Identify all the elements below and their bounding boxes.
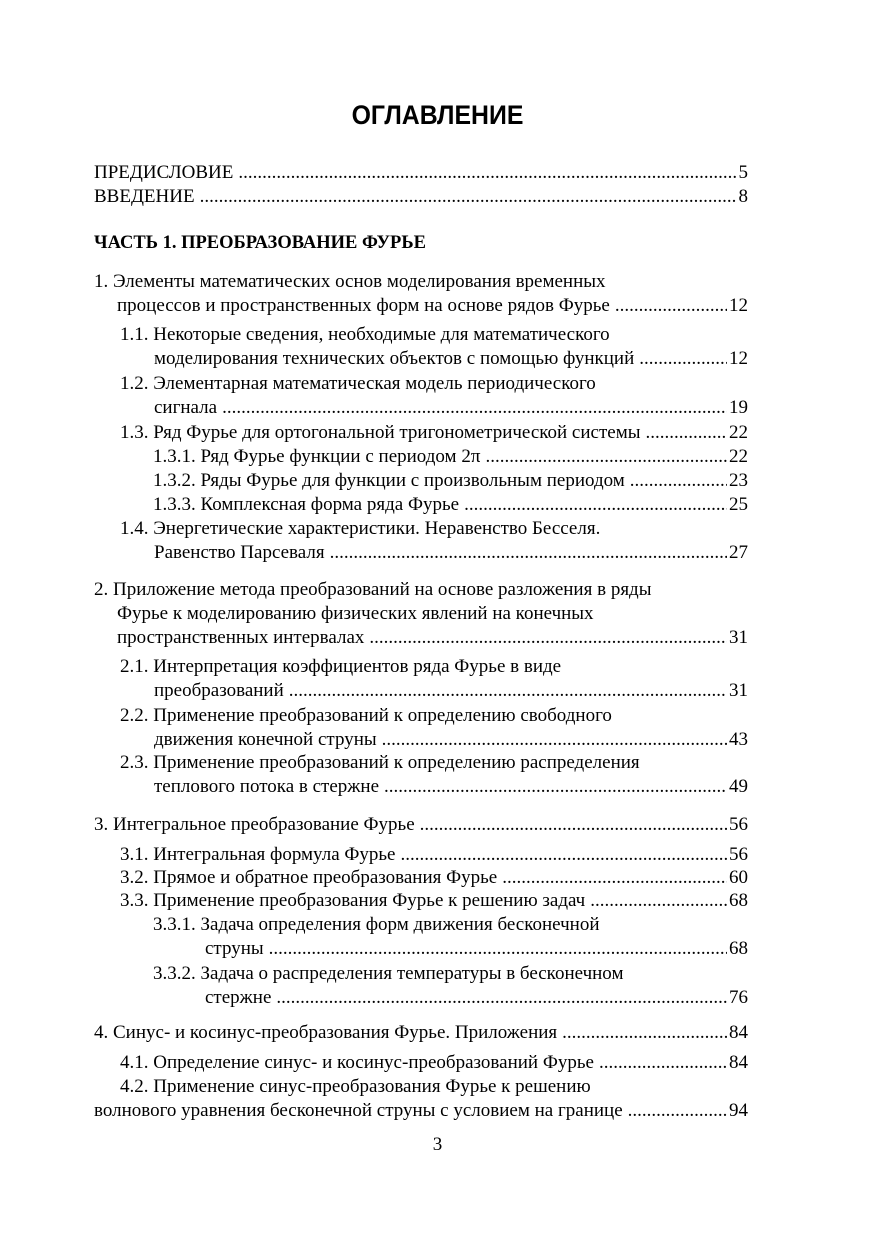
toc-entry-1-1[interactable] [94, 323, 748, 371]
toc-entry-3-2[interactable] [94, 866, 748, 890]
toc-entry-label: 1. Элементы математических основ моделирования временных [94, 271, 606, 292]
toc-page-number: 84 [729, 1052, 748, 1073]
toc-page-number: 94 [729, 1100, 748, 1121]
toc-entry-label: 3.1. Интегральная формула Фурье [120, 844, 396, 865]
toc-entry-2[interactable] [94, 578, 748, 650]
toc-entry-label: 1.4. Энергетические характеристики. Неравенство Бесселя. [120, 518, 601, 539]
toc-entry-label: сигнала [154, 397, 218, 418]
toc-entry-label: 2.3. Применение преобразований к определению распределения [120, 752, 640, 773]
toc-entry-preface[interactable] [94, 161, 748, 185]
leader-dots [464, 493, 727, 517]
toc-entry-label: 2. Приложение метода преобразований на основе разложения в ряды [94, 579, 652, 600]
leader-dots [646, 421, 728, 445]
leader-dots [630, 469, 727, 493]
toc-page-number: 27 [729, 542, 748, 563]
toc-page-number: 49 [729, 776, 748, 797]
toc-entry-1-2[interactable] [94, 372, 748, 420]
toc-entry-4-2[interactable] [94, 1075, 748, 1123]
leader-dots [238, 161, 736, 185]
toc-page-number: 68 [729, 890, 748, 911]
page-title: ОГЛАВЛЕНИЕ [351, 100, 524, 130]
toc-entry-label: Равенство Парсеваля [154, 542, 325, 563]
toc-entry-label: процессов и пространственных форм на основе рядов Фурье [117, 295, 610, 316]
leader-dots [369, 626, 727, 650]
toc-entry-1-3[interactable] [94, 421, 748, 445]
toc-page-number: 84 [729, 1022, 748, 1043]
toc-entry-label: 1.3.3. Комплексная форма ряда Фурье [153, 494, 460, 515]
toc-entry-1-3-1[interactable] [94, 445, 748, 469]
toc-page-number: 60 [729, 867, 748, 888]
toc-entry-label: 4. Синус- и косинус-преобразования Фурье. Приложения [94, 1022, 558, 1043]
toc-entry-label: 4.1. Определение синус- и косинус-преобразований Фурье [120, 1052, 594, 1073]
toc-entry-label: волнового уравнения бесконечной струны с условием на границе [94, 1100, 623, 1121]
toc-entry-3[interactable] [94, 813, 748, 837]
toc-entry-label: стержне [205, 987, 272, 1008]
toc-entry-3-1[interactable] [94, 843, 748, 867]
toc-entry-1-3-2[interactable] [94, 469, 748, 493]
toc-entry-label: пространственных интервалах [117, 627, 365, 648]
toc-page-number: 56 [729, 814, 748, 835]
toc-entry-label: движения конечной струны [154, 729, 377, 750]
toc-entry-label: 3.3.2. Задача о распределения температуры в бесконечном [153, 963, 624, 984]
toc-entry-1-4[interactable] [94, 517, 748, 565]
leader-dots [200, 185, 737, 209]
toc-entry-3-3[interactable] [94, 889, 748, 913]
leader-dots [628, 1099, 727, 1123]
toc-page-number: 22 [729, 422, 748, 443]
leader-dots [269, 937, 727, 961]
toc-entry-introduction[interactable] [94, 185, 748, 209]
toc-entry-2-1[interactable] [94, 655, 748, 703]
toc-page-number: 31 [729, 680, 748, 701]
toc-entry-2-2[interactable] [94, 704, 748, 752]
toc-entry-4[interactable] [94, 1021, 748, 1045]
toc-page-number: 31 [729, 627, 748, 648]
leader-dots [562, 1021, 727, 1045]
toc-page-number: 12 [729, 348, 748, 369]
toc-entry-2-3[interactable] [94, 751, 748, 799]
toc-entry-label: 3.2. Прямое и обратное преобразования Фурье [120, 867, 498, 888]
toc-entry-label: 4.2. Применение синус-преобразования Фурье к решению [120, 1076, 591, 1097]
leader-dots [222, 396, 727, 420]
leader-dots [401, 843, 728, 867]
leader-dots [485, 445, 727, 469]
toc-entry-label: 1.3.1. Ряд Фурье функции с периодом 2π [153, 446, 481, 467]
leader-dots [382, 728, 727, 752]
toc-entry-label: теплового потока в стержне [154, 776, 380, 797]
toc-page-number: 76 [729, 987, 748, 1008]
leader-dots [420, 813, 727, 837]
toc-page-number: 19 [729, 397, 748, 418]
toc-page-number: 8 [738, 186, 748, 207]
leader-dots [639, 347, 727, 371]
toc-page-number: 22 [729, 446, 748, 467]
toc-page-number: 56 [729, 844, 748, 865]
toc-page-number: 5 [738, 162, 748, 183]
toc-entry-label: 2.2. Применение преобразований к определению свободного [120, 705, 612, 726]
toc-page-number: 12 [729, 295, 748, 316]
toc-page-number: 25 [729, 494, 748, 515]
leader-dots [590, 889, 727, 913]
toc-entry-label: 3.3. Применение преобразования Фурье к решению задач [120, 890, 586, 911]
leader-dots [330, 541, 727, 565]
toc-entry-label: 1.3. Ряд Фурье для ортогональной тригонометрической системы [120, 422, 641, 443]
toc-entry-label: 1.2. Элементарная математическая модель периодического [120, 373, 596, 394]
toc-entry-4-1[interactable] [94, 1051, 748, 1075]
toc-page-number: 68 [729, 938, 748, 959]
toc-page-number: 23 [729, 470, 748, 491]
toc-entry-label: 1.1. Некоторые сведения, необходимые для математического [120, 324, 610, 345]
leader-dots [615, 294, 727, 318]
toc-entry-3-3-1[interactable] [94, 913, 748, 961]
leader-dots [502, 866, 727, 890]
toc-entry-1-3-3[interactable] [94, 493, 748, 517]
page-number: 3 [432, 1134, 443, 1155]
toc-entry-label: струны [205, 938, 264, 959]
leader-dots [384, 775, 727, 799]
leader-dots [289, 679, 727, 703]
toc-entry-3-3-2[interactable] [94, 962, 748, 1010]
toc-entry-label: 1.3.2. Ряды Фурье для функции с произвольным периодом [153, 470, 625, 491]
leader-dots [599, 1051, 727, 1075]
leader-dots [276, 986, 727, 1010]
toc-page-number: 43 [729, 729, 748, 750]
toc-entry-label: 2.1. Интерпретация коэффициентов ряда Фурье в виде [120, 656, 562, 677]
toc-entry-1[interactable] [94, 270, 748, 318]
toc-entry-label: Фурье к моделированию физических явлений на конечных [117, 603, 594, 624]
toc-entry-label: 3. Интегральное преобразование Фурье [94, 814, 415, 835]
toc-entry-label: ВВЕДЕНИЕ [94, 186, 195, 207]
toc-entry-label: моделирования технических объектов с помощью функций [154, 348, 635, 369]
toc-entry-label: 3.3.1. Задача определения форм движения бесконечной [153, 914, 600, 935]
toc-entry-label: ПРЕДИСЛОВИЕ [94, 162, 234, 183]
toc-entry-label: преобразований [154, 680, 284, 701]
part-heading: ЧАСТЬ 1. ПРЕОБРАЗОВАНИЕ ФУРЬЕ [94, 233, 426, 253]
